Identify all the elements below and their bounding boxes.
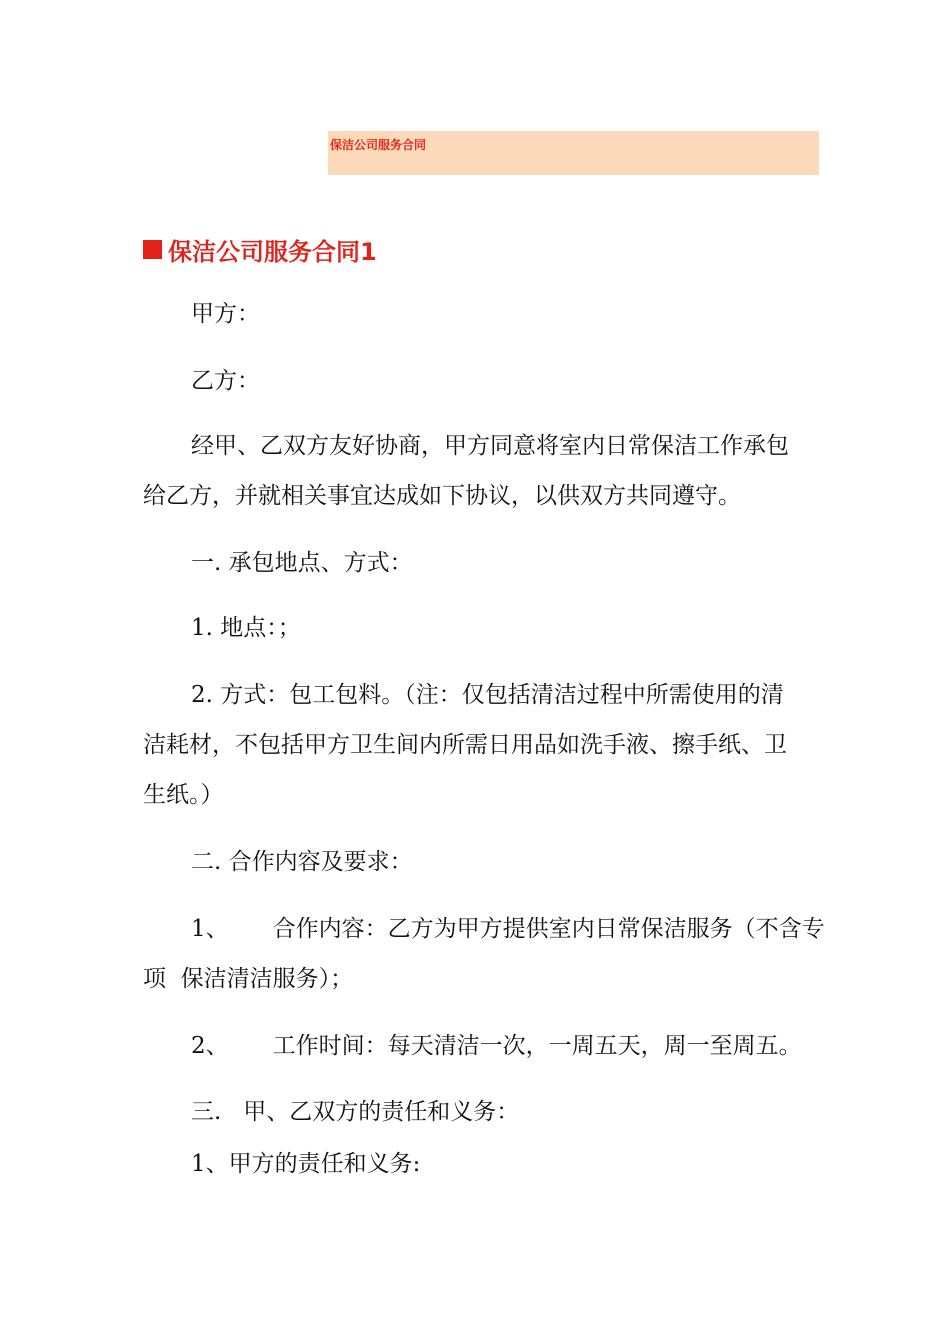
intro-line-1: 经甲、乙双方友好协商，甲方同意将室内日常保洁工作承包: [191, 433, 789, 459]
intro-paragraph: [143, 421, 823, 521]
intro-line-2: 给乙方，并就相关事宜达成如下协议，以供双方共同遵守。: [143, 483, 741, 509]
section-1-heading: 一. 承包地点、方式：: [191, 550, 413, 576]
section-2-item-1: [143, 904, 823, 1004]
document-title: [143, 232, 377, 267]
section-1-item-2-line-1: 2. 方式：包工包料。（注：仅包括清洁过程中所需使用的清: [191, 682, 784, 708]
title-text: 保洁公司服务合同1: [168, 238, 377, 266]
section-1-item-1: 1. 地点：；: [191, 615, 301, 641]
bullet-square-icon: [143, 240, 162, 259]
section-2-item-2: [143, 1021, 823, 1071]
section-3-item-1: 1、甲方的责任和义务:: [191, 1151, 421, 1177]
section-2-item-1-line-1: [143, 904, 823, 954]
section-1-item-2: [143, 670, 823, 820]
section-2-heading: 二. 合作内容及要求：: [191, 849, 413, 875]
header-band: [328, 131, 819, 175]
header-label: 保洁公司服务合同: [330, 138, 427, 152]
section-1-item-2-line-2: 洁耗材，不包括甲方卫生间内所需日用品如洗手液、擦手纸、卫: [143, 732, 787, 758]
section-2-item-1-line-2: 项 保洁清洁服务）；: [143, 966, 354, 992]
section-3-heading: 三. 甲、乙双方的责任和义务：: [191, 1099, 520, 1125]
section-2-item-1-number: 1、: [191, 916, 229, 942]
section-1-item-2-line-3: 生纸。）: [143, 782, 224, 808]
party-b-line: 乙方：: [191, 368, 260, 394]
section-2-item-2-line-1: [143, 1021, 823, 1071]
section-2-item-1-text: 合作内容：乙方为甲方提供室内日常保洁服务（不含专: [272, 916, 825, 942]
party-a-line: 甲方：: [191, 301, 260, 327]
section-2-item-2-number: 2、: [191, 1033, 229, 1059]
section-2-item-2-text: 工作时间：每天清洁一次，一周五天，周一至周五。: [272, 1033, 802, 1059]
